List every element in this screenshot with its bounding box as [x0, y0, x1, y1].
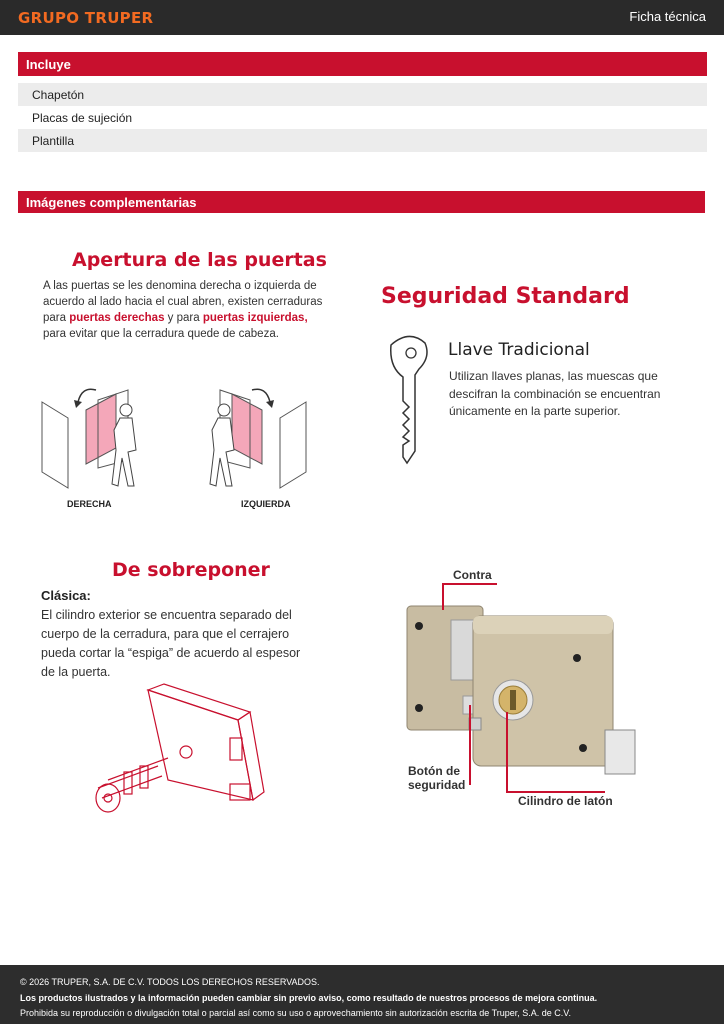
opening-text: A las puertas se les denomina derecha o izquierda de acuerdo al lado hacia el cual abren, existen cerraduras para puertas derechas y para puertas izquierdas, para evitar que la cerradura quede de cabeza. [43, 280, 323, 340]
opening-title: Apertura de las puertas [72, 249, 327, 271]
security-title: Seguridad Standard [381, 284, 630, 309]
callout-cilindro: Cilindro de latón [518, 794, 613, 808]
top-bar [0, 0, 724, 35]
footer [0, 965, 724, 1024]
footer-legal: Prohibida su reproducción o divulgación total o parcial así como su uso o aprovechamiento sin autorización escrita de Truper, S.A. de C.V. [20, 1008, 571, 1018]
includes-header: Incluye [18, 52, 707, 76]
label-left: IZQUIERDA [241, 499, 291, 509]
door-left-illustration [202, 380, 312, 495]
key-text: Utilizan llaves planas, las muescas que descifran la combinación se encuentran únicamente en la parte superior. [449, 369, 661, 418]
key-title: Llave Tradicional [448, 340, 590, 360]
rim-lock-line-art [88, 680, 268, 830]
overlay-title: De sobreponer [112, 559, 270, 581]
overlay-subtitle: Clásica: [41, 588, 91, 603]
key-icon [385, 333, 435, 468]
brand-logo: GRUPO TRUPER [18, 9, 154, 27]
callout-line-contra [437, 580, 527, 610]
doc-type-label: Ficha técnica [629, 9, 706, 24]
callout-line-boton [466, 705, 486, 795]
complementary-header: Imágenes complementarias [18, 191, 705, 213]
includes-item: Placas de sujeción [32, 111, 133, 125]
includes-item: Chapetón [18, 83, 707, 106]
includes-item: Plantilla [18, 129, 707, 152]
callout-line-cilindro [505, 712, 615, 802]
label-right: DERECHA [67, 499, 112, 509]
footer-copyright: © 2026 TRUPER, S.A. DE C.V. TODOS LOS DERECHOS RESERVADOS. [20, 977, 320, 987]
callout-boton: Botón de seguridad [408, 764, 466, 792]
footer-notice: Los productos ilustrados y la información pueden cambiar sin previo aviso, como resultado de nuestros procesos de mejora continua. [20, 992, 598, 1003]
callout-contra: Contra [453, 568, 492, 582]
door-right-illustration [38, 380, 148, 495]
overlay-text: El cilindro exterior se encuentra separado del cuerpo de la cerradura, para que el cerrajero pueda cortar la “espiga” de acuerdo al espesor de la puerta. [41, 608, 301, 679]
